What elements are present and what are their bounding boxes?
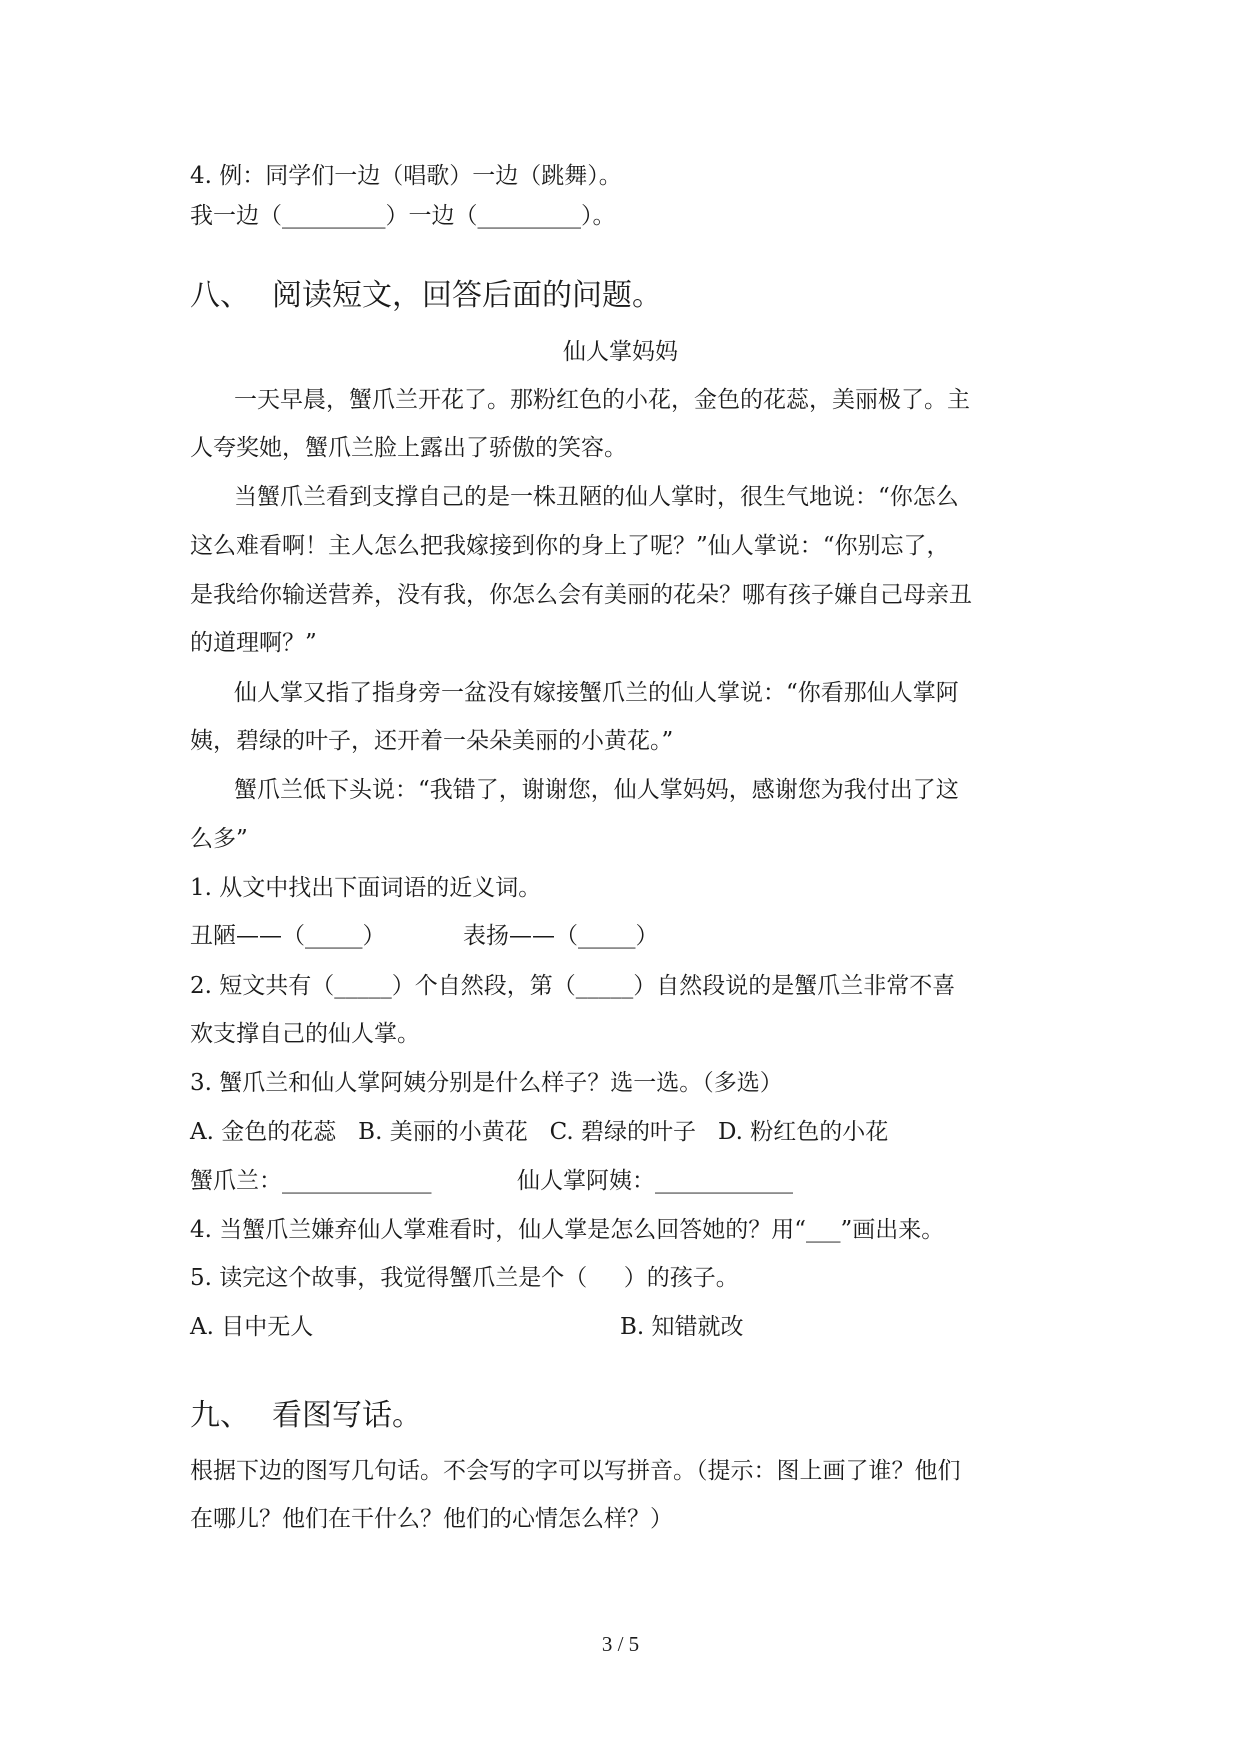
section8-heading xyxy=(190,276,662,316)
question-3-options: A. 金色的花蕊 B. 美丽的小黄花 C. 碧绿的叶子 D. 粉红色的小花 xyxy=(190,1119,889,1145)
section9-heading xyxy=(190,1396,422,1436)
section9-title: 看图写话。 xyxy=(272,1398,422,1433)
question-2-line2: 欢支撑自己的仙人掌。 xyxy=(190,1021,420,1047)
section9-line2: 在哪儿？他们在干什么？他们的心情怎么样？） xyxy=(190,1506,673,1532)
story-p1-l2: 人夸奖她，蟹爪兰脸上露出了骄傲的笑容。 xyxy=(190,435,627,461)
q4-example-line1: 4. 例：同学们一边（唱歌）一边（跳舞）。 xyxy=(190,163,622,189)
question-5-option-b: B. 知错就改 xyxy=(620,1314,744,1340)
question-4: 4. 当蟹爪兰嫌弃仙人掌难看时，仙人掌是怎么回答她的？用“___”画出来。 xyxy=(190,1217,945,1243)
question-5-option-a: A. 目中无人 xyxy=(190,1314,314,1340)
story-p3-l2: 姨，碧绿的叶子，还开着一朵朵美丽的小黄花。” xyxy=(190,728,674,754)
story-p3-l1: 仙人掌又指了指身旁一盆没有嫁接蟹爪兰的仙人掌说：“你看那仙人掌阿 xyxy=(234,680,959,706)
story-p4-l2: 么多” xyxy=(190,826,248,852)
question-2-line1: 2. 短文共有（_____）个自然段，第（_____）自然段说的是蟹爪兰非常不喜 xyxy=(190,973,956,999)
section9-number: 九、 xyxy=(190,1398,250,1433)
story-p1-l1: 一天早晨，蟹爪兰开花了。那粉红色的小花，金色的花蕊，美丽极了。主 xyxy=(234,387,970,413)
section8-title: 阅读短文，回答后面的问题。 xyxy=(272,278,662,313)
question-3-a: 蟹爪兰：_____________ xyxy=(190,1168,432,1194)
story-p2-l3: 是我给你输送营养，没有我，你怎么会有美丽的花朵？哪有孩子嫌自己母亲丑 xyxy=(190,582,972,608)
question-1: 1. 从文中找出下面词语的近义词。 xyxy=(190,875,542,901)
question-3: 3. 蟹爪兰和仙人掌阿姨分别是什么样子？选一选。（多选） xyxy=(190,1070,783,1096)
story-p2-l2: 这么难看啊！主人怎么把我嫁接到你的身上了呢？”仙人掌说：“你别忘了， xyxy=(190,533,950,559)
question-5: 5. 读完这个故事，我觉得蟹爪兰是个（ ）的孩子。 xyxy=(190,1265,739,1291)
section9-line1: 根据下边的图写几句话。不会写的字可以写拼音。（提示：图上画了谁？他们 xyxy=(190,1458,961,1484)
question-3-b: 仙人掌阿姨：____________ xyxy=(517,1168,793,1194)
story-title: 仙人掌妈妈 xyxy=(563,339,678,365)
question-1-a: 丑陋——（_____） xyxy=(190,923,386,949)
section8-number: 八、 xyxy=(190,278,250,313)
question-1-b: 表扬——（_____） xyxy=(463,923,659,949)
q4-example-line2: 我一边（_________）一边（_________）。 xyxy=(190,203,616,229)
story-p2-l1: 当蟹爪兰看到支撑自己的是一株丑陋的仙人掌时，很生气地说：“你怎么 xyxy=(234,484,959,510)
story-p4-l1: 蟹爪兰低下头说：“我错了，谢谢您，仙人掌妈妈，感谢您为我付出了这 xyxy=(234,777,959,803)
page-number: 3 / 5 xyxy=(601,1632,640,1656)
story-p2-l4: 的道理啊？” xyxy=(190,630,317,656)
